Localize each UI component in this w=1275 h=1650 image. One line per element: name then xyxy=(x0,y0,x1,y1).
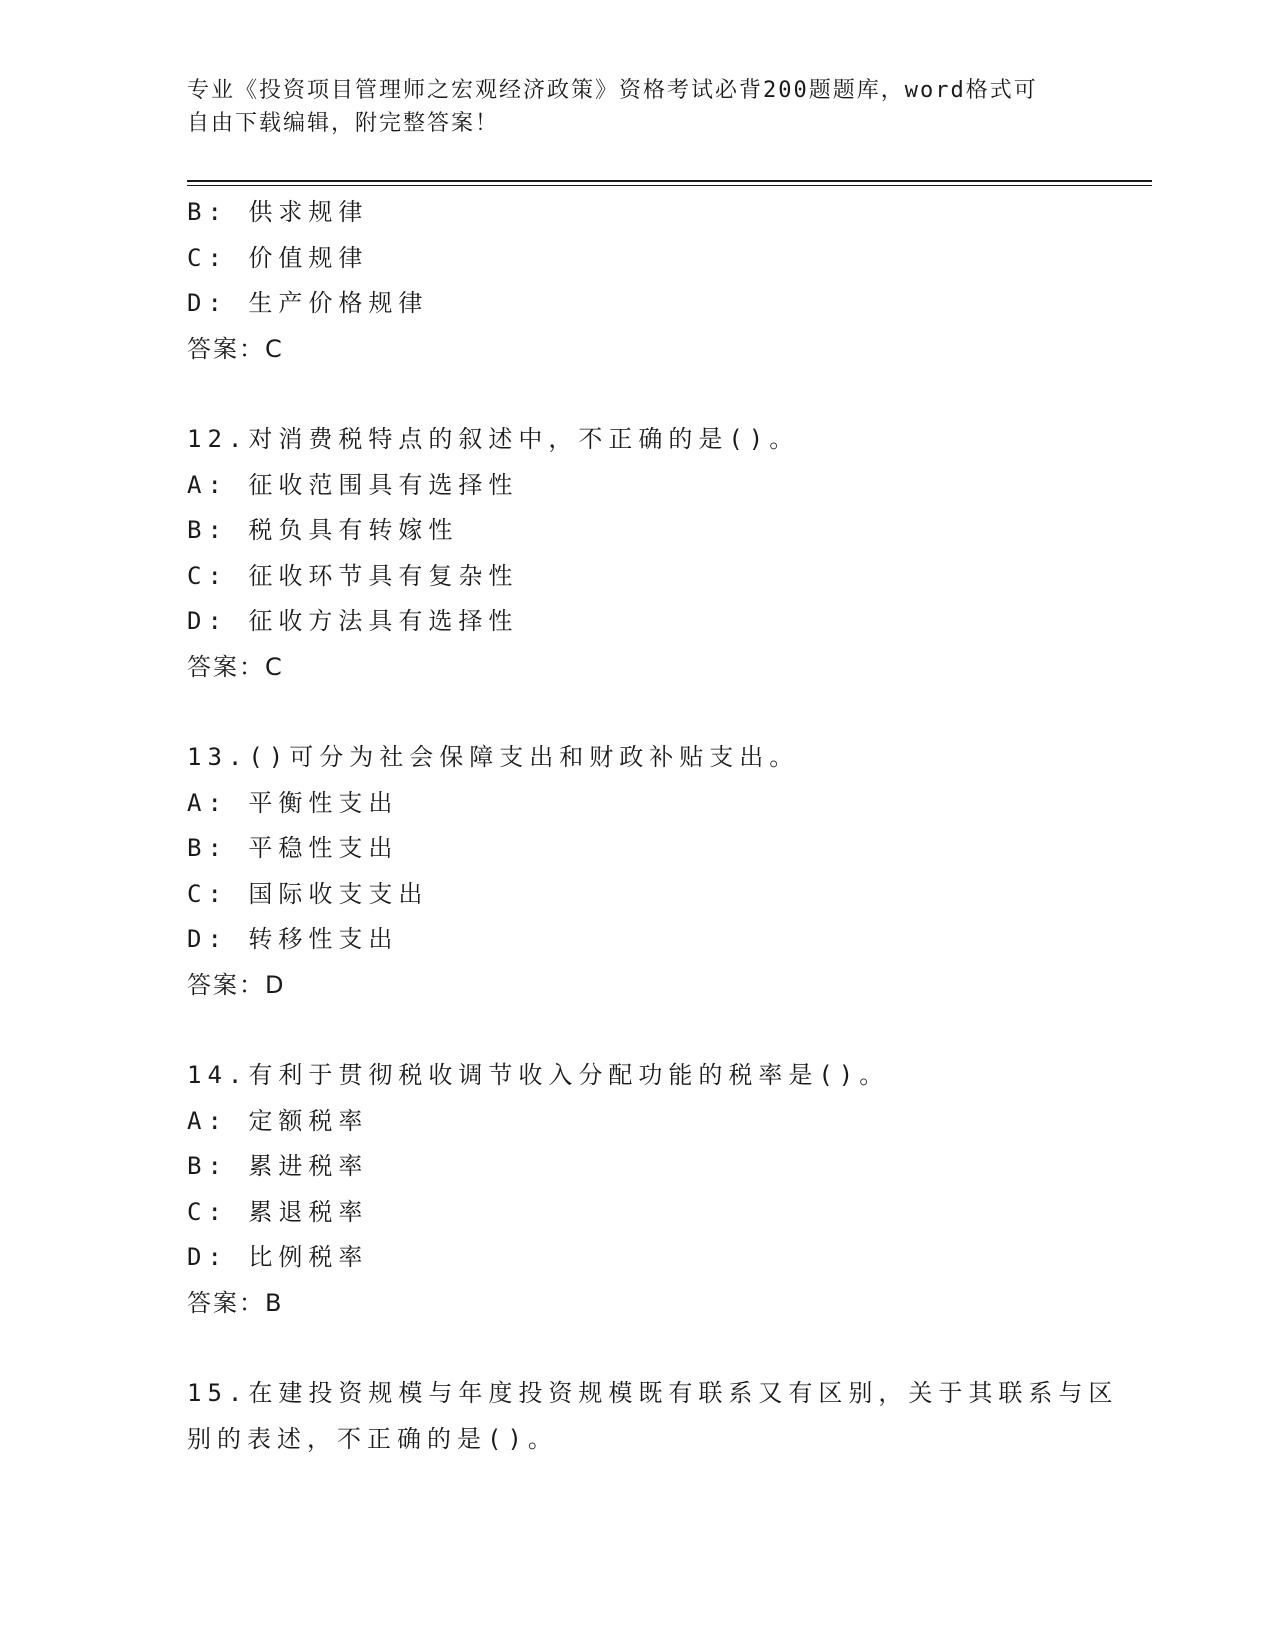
option-d: D: 转移性支出 xyxy=(187,925,399,953)
option-a: A: 定额税率 xyxy=(187,1106,369,1135)
option-c: C: 征收环节具有复杂性 xyxy=(187,561,519,590)
option-d: D: 生产价格规律 xyxy=(187,289,429,317)
option-c: C: 价值规律 xyxy=(187,243,369,272)
question-stem: 14.有利于贯彻税收调节收入分配功能的税率是()。 xyxy=(187,1061,890,1089)
option-a: A: 征收范围具有选择性 xyxy=(187,470,519,499)
option-b: B: 累进税率 xyxy=(187,1152,369,1180)
question-list xyxy=(187,190,1119,1462)
option-b: B: 税负具有转嫁性 xyxy=(187,516,459,544)
question-15 xyxy=(187,1371,1119,1462)
option-b: B: 平稳性支出 xyxy=(187,834,399,862)
header-divider-thin xyxy=(187,185,1152,186)
question-stem: 12.对消费税特点的叙述中，不正确的是()。 xyxy=(187,425,800,453)
answer: 答案：C xyxy=(187,334,284,363)
answer: 答案：D xyxy=(187,970,286,999)
answer: 答案：C xyxy=(187,652,284,681)
question-12 xyxy=(187,417,1087,690)
option-c: C: 国际收支支出 xyxy=(187,879,429,908)
option-d: D: 征收方法具有选择性 xyxy=(187,607,519,635)
question-stem: 13.()可分为社会保障支出和财政补贴支出。 xyxy=(187,743,800,771)
document-header xyxy=(187,74,1067,140)
question-stem-line-1: 15.在建投资规模与年度投资规模既有联系又有区别，关于其联系与区 xyxy=(187,1379,1119,1407)
option-d: D: 比例税率 xyxy=(187,1243,369,1271)
answer: 答案：B xyxy=(187,1288,284,1317)
question-14 xyxy=(187,1053,1087,1326)
question-stem-line-2: 别的表述，不正确的是()。 xyxy=(187,1424,558,1453)
option-a: A: 平衡性支出 xyxy=(187,788,399,817)
header-divider-thick xyxy=(187,180,1152,182)
option-c: C: 累退税率 xyxy=(187,1197,369,1226)
option-b: B: 供求规律 xyxy=(187,198,369,226)
question-13 xyxy=(187,735,1087,1008)
header-line-2: 自由下载编辑，附完整答案！ xyxy=(187,111,500,136)
question-11-tail xyxy=(187,190,1087,372)
header-line-1: 专业《投资项目管理师之宏观经济政策》资格考试必背200题题库，word格式可 xyxy=(187,78,1038,103)
